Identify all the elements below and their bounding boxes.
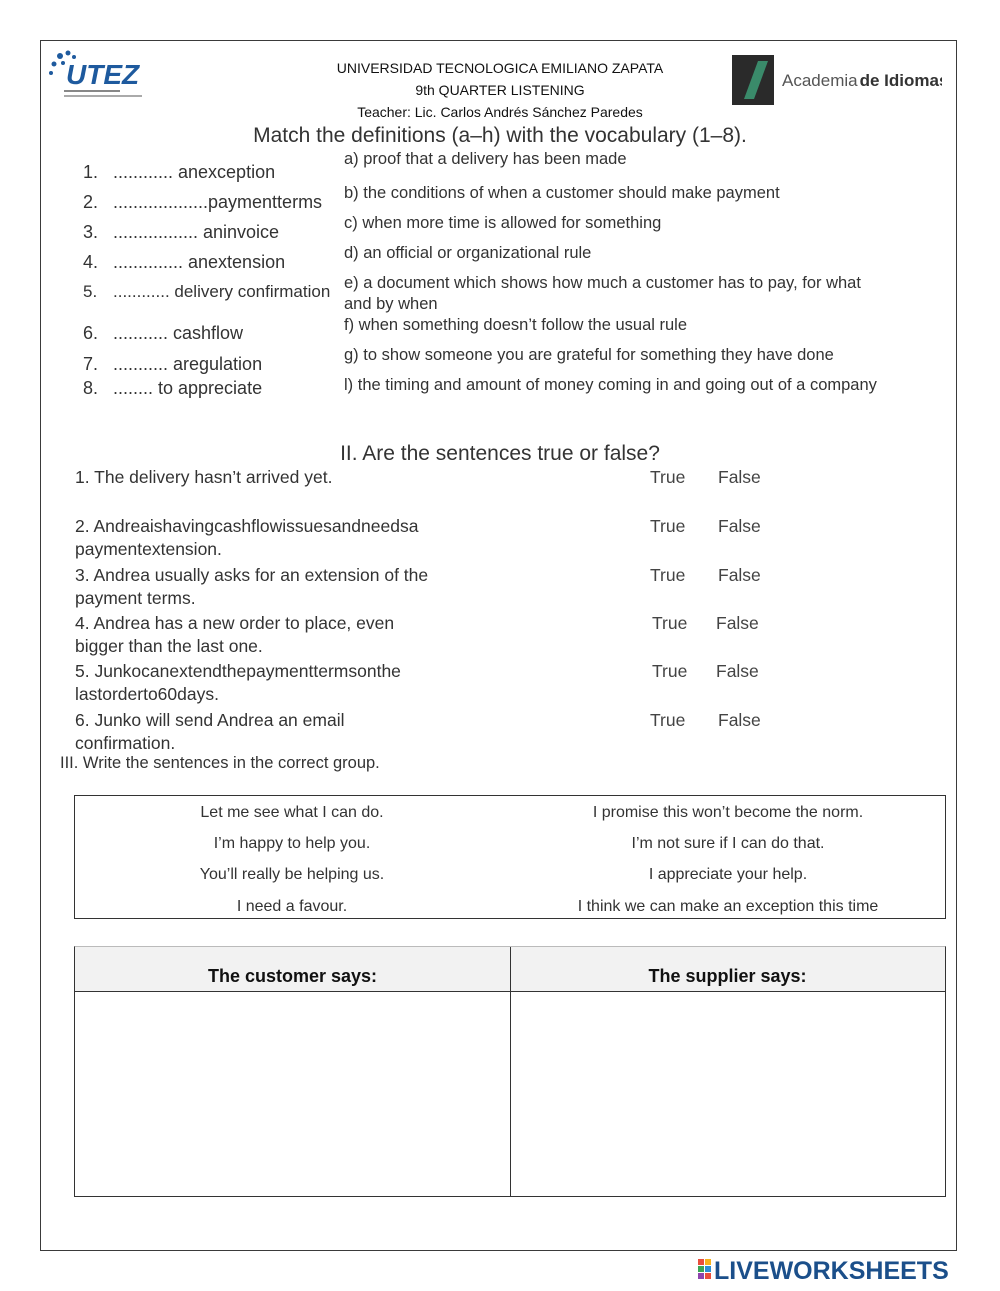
- vocabulary-item: [83, 323, 243, 344]
- vocabulary-number: 7.: [83, 354, 99, 374]
- statement-text: 2. Andreaishavingcashflowissuesandneedsa: [75, 516, 419, 536]
- supplier-answer-area[interactable]: [514, 993, 944, 1193]
- vocabulary-item: [83, 192, 322, 213]
- definition-item: f) when something doesn’t follow the usual rule: [344, 316, 688, 334]
- svg-text:LIVEWORKSHEETS: LIVEWORKSHEETS: [714, 1257, 949, 1284]
- definition-item: g) to show someone you are grateful for something they have done: [344, 346, 834, 364]
- vocabulary-item: [83, 222, 279, 243]
- vocabulary-term: ........... cashflow: [113, 323, 244, 343]
- academia-logo: [732, 55, 942, 107]
- phrase-chip[interactable]: Let me see what I can do.: [200, 804, 384, 821]
- false-option[interactable]: False: [716, 661, 759, 681]
- true-option[interactable]: True: [650, 516, 686, 536]
- statement-text: 5. Junkocanextendthepaymenttermsonthe: [75, 661, 401, 681]
- customer-says-header: The customer says:: [207, 966, 378, 986]
- false-option[interactable]: False: [718, 467, 761, 487]
- vocabulary-term: ................. aninvoice: [113, 222, 280, 242]
- teacher-name: Teacher: Lic. Carlos Andrés Sánchez Paredes: [357, 104, 643, 120]
- statement-text-continued: paymentextension.: [75, 539, 222, 559]
- definition-item: a) proof that a delivery has been made: [344, 150, 627, 168]
- svg-text:UTEZ: UTEZ: [66, 59, 140, 90]
- statement-text: 3. Andrea usually asks for an extension of the: [75, 565, 429, 585]
- statement-text: 6. Junko will send Andrea an email: [75, 710, 345, 730]
- liveworksheets-logo: [698, 1254, 994, 1284]
- statement-text: 1. The delivery hasn’t arrived yet.: [75, 467, 333, 487]
- vocabulary-number: 4.: [83, 252, 99, 272]
- vocabulary-term: .............. anextension: [113, 252, 286, 272]
- section3-title: III. Write the sentences in the correct group.: [60, 754, 380, 772]
- true-option[interactable]: True: [650, 565, 686, 585]
- false-option[interactable]: False: [718, 710, 761, 730]
- definition-item: c) when more time is allowed for something: [344, 214, 662, 232]
- statement-text-continued: payment terms.: [75, 588, 196, 608]
- utez-logo: [46, 48, 150, 104]
- vocabulary-number: 6.: [83, 323, 99, 343]
- true-option[interactable]: True: [650, 467, 686, 487]
- statement-text-continued: confirmation.: [75, 733, 176, 753]
- university-name: UNIVERSIDAD TECNOLOGICA EMILIANO ZAPATA: [336, 60, 664, 76]
- phrase-chip[interactable]: I promise this won’t become the norm.: [592, 804, 864, 821]
- vocabulary-number: 2.: [83, 192, 99, 212]
- true-option[interactable]: True: [652, 661, 688, 681]
- vocabulary-item: [83, 354, 262, 375]
- svg-text:Academiade Idiomas: Academia de Idiomas: [782, 71, 942, 90]
- phrase-chip[interactable]: I think we can make an exception this time: [577, 898, 879, 915]
- phrase-chip[interactable]: I’m not sure if I can do that.: [631, 835, 825, 852]
- grouping-table: [74, 946, 946, 1197]
- vocabulary-term: ............ delivery confirmation: [113, 282, 331, 301]
- vocabulary-item: [83, 378, 262, 399]
- definition-item: and by when: [344, 295, 438, 313]
- section1-title: Match the definitions (a–h) with the vocabulary (1–8).: [253, 124, 747, 147]
- definition-item: d) an official or organizational rule: [344, 244, 592, 262]
- supplier-says-header: The supplier says:: [648, 966, 807, 986]
- vocabulary-item: [83, 252, 285, 273]
- definition-item: l) the timing and amount of money coming in and going out of a company: [344, 376, 877, 394]
- vocabulary-number: 5.: [83, 282, 98, 301]
- phrase-chip[interactable]: I need a favour.: [236, 898, 348, 915]
- false-option[interactable]: False: [716, 613, 759, 633]
- true-option[interactable]: True: [652, 613, 688, 633]
- false-option[interactable]: False: [718, 565, 761, 585]
- statement-text: 4. Andrea has a new order to place, even: [75, 613, 395, 633]
- vocabulary-term: ........... aregulation: [113, 354, 263, 374]
- definition-item: e) a document which shows how much a customer has to pay, for what: [344, 274, 861, 292]
- vocabulary-item: [83, 162, 275, 183]
- customer-answer-area[interactable]: [77, 993, 508, 1193]
- phrase-chip[interactable]: I’m happy to help you.: [213, 835, 371, 852]
- section2-title: II. Are the sentences true or false?: [340, 442, 660, 465]
- statement-text-continued: bigger than the last one.: [75, 636, 263, 656]
- vocabulary-term: ........ to appreciate: [113, 378, 263, 398]
- vocabulary-term: ...................paymentterms: [113, 192, 323, 212]
- vocabulary-term: ............ anexception: [113, 162, 276, 182]
- vocabulary-item: [83, 282, 330, 302]
- vocabulary-number: 1.: [83, 162, 99, 182]
- course-name: 9th QUARTER LISTENING: [415, 82, 585, 98]
- phrase-chip[interactable]: You’ll really be helping us.: [199, 866, 385, 883]
- vocabulary-number: 3.: [83, 222, 99, 242]
- statement-text-continued: lastorderto60days.: [75, 684, 219, 704]
- phrase-chip[interactable]: I appreciate your help.: [648, 866, 808, 883]
- false-option[interactable]: False: [718, 516, 761, 536]
- true-option[interactable]: True: [650, 710, 686, 730]
- definition-item: b) the conditions of when a customer should make payment: [344, 184, 780, 202]
- vocabulary-number: 8.: [83, 378, 99, 398]
